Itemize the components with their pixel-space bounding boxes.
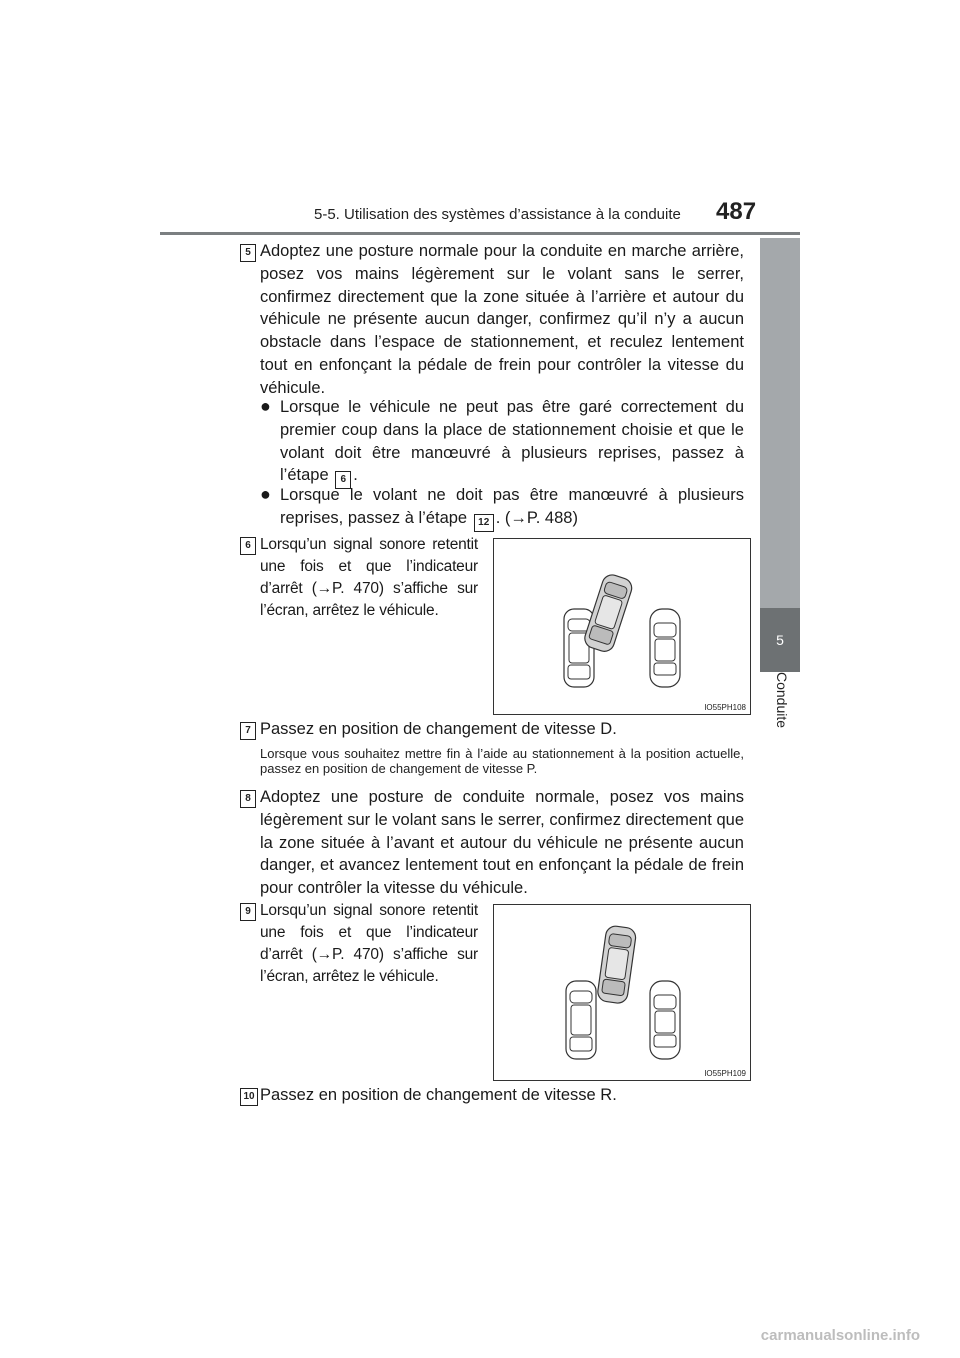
step-7-note: Lorsque vous souhaitez mettre fin à l’aide au stationnement à la position actuelle, passez en position de changement de vitesse P.: [260, 746, 744, 776]
bullet-2-text: Lorsque le volant ne doit pas être manœuvré à plusieurs reprises, passez à l’étape: [280, 486, 744, 527]
bullet-2-end: . (→P. 488): [495, 508, 578, 527]
section-title: 5-5. Utilisation des systèmes d’assistance à la conduite: [314, 206, 681, 223]
header-rule: [160, 232, 800, 235]
step-7-text: Passez en position de changement de vitesse D.: [260, 720, 617, 738]
bullet-1-text: Lorsque le véhicule ne peut pas être garé correctement du premier coup dans la place de stationnement choisie et que le volant doit être manœuvré à plusieurs reprises, passez à l’étape: [280, 398, 744, 485]
parking-figure-1: [493, 538, 751, 715]
step-8-text: Adoptez une posture de conduite normale, posez vos mains légèrement sur le volant sans le serrer, confirmez directement que la zone située à l’avant et autour du véhicule ne présente aucun danger, et avancez lentement tout en enfonçant la pédale de frein pour contrôler la vitesse du véhicule.: [260, 788, 744, 898]
step-5-bullet-2: [280, 484, 744, 532]
step-ref-12[interactable]: 12: [474, 514, 494, 532]
parking-diagram-2: [494, 905, 750, 1080]
bullet-1-end: .: [353, 466, 358, 485]
step-ref-6[interactable]: 6: [335, 471, 351, 489]
step-badge-9: 9: [240, 903, 256, 921]
step-badge-8: 8: [240, 790, 256, 808]
step-5-text: Adoptez une posture normale pour la conduite en marche arrière, posez vos mains légèrement sur le volant sans le serrer, confirmez directement que la zone située à l’arrière et autour du véhicule ne présente aucun danger, confirmez qu’il n’y a aucun obstacle dans l’espace de stationnement, et reculez lentement tout en enfonçant la pédale de frein pour contrôler la vitesse du véhicule.: [260, 242, 744, 397]
bullet-icon: ●: [260, 396, 271, 416]
figure-code: IO55PH109: [704, 1069, 746, 1078]
parking-figure-2: [493, 904, 751, 1081]
step-5-bullet-1: [280, 396, 744, 489]
parked-car-right: [650, 981, 680, 1059]
parked-car-right: [650, 609, 680, 687]
chapter-number: 5: [760, 608, 800, 672]
step-badge-7: 7: [240, 722, 256, 740]
step-badge-10: 10: [240, 1088, 258, 1106]
page-number: 487: [716, 198, 757, 225]
bullet-icon: ●: [260, 484, 271, 504]
parking-diagram-1: [494, 539, 750, 714]
maneuvering-car: [597, 925, 637, 1004]
chapter-label: Conduite: [774, 672, 790, 729]
figure-code: IO55PH108: [704, 703, 746, 712]
watermark: carmanualsonline.info: [760, 1327, 920, 1344]
step-9-text: Lorsqu’un signal sonore retentit une fois et que l’indicateur d’arrêt (→P. 470) s’affiche sur l’écran, arrêtez le véhicule.: [260, 902, 478, 985]
chapter-side-tab: [760, 238, 800, 672]
step-10-text: Passez en position de changement de vitesse R.: [260, 1086, 617, 1104]
step-6-text: Lorsqu’un signal sonore retentit une fois et que l’indicateur d’arrêt (→P. 470) s’affiche sur l’écran, arrêtez le véhicule.: [260, 536, 478, 619]
step-badge-5: 5: [240, 244, 256, 262]
step-badge-6: 6: [240, 537, 256, 555]
parked-car-left: [566, 981, 596, 1059]
